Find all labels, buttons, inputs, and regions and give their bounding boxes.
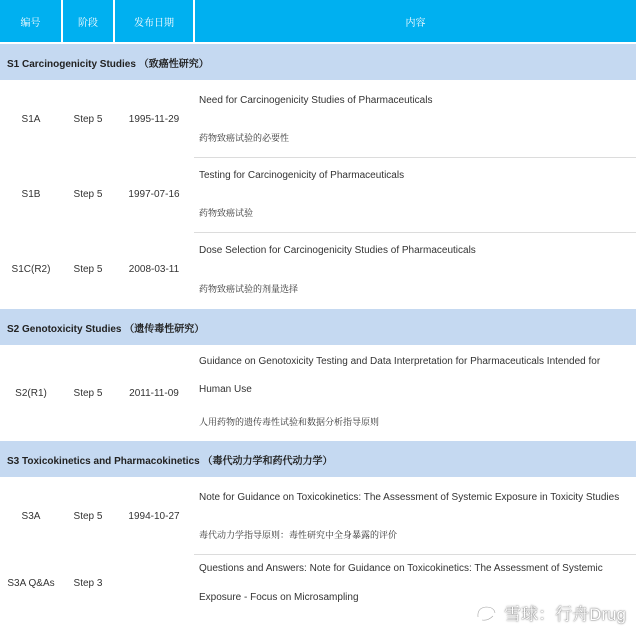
table-row-s2r1 bbox=[0, 346, 636, 376]
row-content-en-line1: Questions and Answers: Note for Guidance on Toxicokinetics: The Assessment of Systemic bbox=[199, 563, 603, 575]
row-content-zh: 人用药物的遗传毒性试验和数据分析指导原则 bbox=[199, 416, 380, 427]
row-content-en: Need for Carcinogenicity Studies of Pharmaceuticals bbox=[199, 94, 433, 106]
row-date: 1997-07-16 bbox=[128, 189, 180, 200]
row-id: S3A Q&As bbox=[7, 577, 55, 589]
row-date: 1994-10-27 bbox=[128, 511, 180, 522]
table-row-s3a bbox=[0, 478, 636, 516]
section-row-s3 bbox=[0, 440, 636, 478]
row-stage: Step 5 bbox=[73, 511, 103, 522]
watermark bbox=[474, 600, 626, 625]
row-content-en-line2: Exposure - Focus on Microsampling bbox=[199, 592, 359, 603]
row-content-zh: 药物致癌试验的必要性 bbox=[194, 119, 636, 157]
row-stage: Step 5 bbox=[73, 114, 103, 125]
row-content-en-line1: Guidance on Genotoxicity Testing and Data Interpretation for Pharmaceuticals Intended for bbox=[199, 355, 601, 367]
row-date: 1995-11-29 bbox=[128, 114, 180, 125]
section-row-s1 bbox=[0, 43, 636, 81]
section-title: S1 Carcinogenicity Studies （致癌性研究） bbox=[0, 43, 636, 81]
row-content-zh: 毒代动力学指导原则：毒性研究中全身暴露的评价 bbox=[194, 516, 636, 554]
row-content-en: Dose Selection for Carcinogenicity Studies of Pharmaceuticals bbox=[199, 245, 476, 257]
row-content-en-line2: Human Use bbox=[199, 384, 252, 395]
row-stage: Step 3 bbox=[73, 577, 103, 589]
section-title: S3 Toxicokinetics and Pharmacokinetics （毒代动力学和药代动力学） bbox=[0, 440, 636, 478]
section-row-s2 bbox=[0, 308, 636, 346]
header-stage: 阶段 bbox=[62, 0, 114, 43]
header-id: 编号 bbox=[0, 0, 62, 43]
header-content: 内容 bbox=[194, 0, 636, 43]
row-date: 2008-03-11 bbox=[128, 264, 180, 275]
table-row-s1c bbox=[0, 232, 636, 270]
table-header-row bbox=[0, 0, 636, 43]
table-row-s3a-qas bbox=[0, 554, 636, 584]
section-title: S2 Genotoxicity Studies （遗传毒性研究） bbox=[0, 308, 636, 346]
row-stage: Step 5 bbox=[73, 264, 103, 275]
row-id: S1A bbox=[21, 114, 41, 125]
watermark-text: 雪球：行舟Drug bbox=[504, 605, 626, 624]
table-row-s1a bbox=[0, 81, 636, 119]
row-content-en: Note for Guidance on Toxicokinetics: The Assessment of Systemic Exposure in Toxicity Studies bbox=[199, 491, 620, 503]
row-stage: Step 5 bbox=[73, 387, 103, 399]
row-date bbox=[114, 554, 194, 612]
row-id: S2(R1) bbox=[15, 387, 47, 399]
row-content-en: Testing for Carcinogenicity of Pharmaceuticals bbox=[199, 170, 405, 182]
row-date: 2011-11-09 bbox=[129, 387, 179, 399]
row-id: S1B bbox=[21, 189, 41, 200]
header-date: 发布日期 bbox=[114, 0, 194, 43]
table-row-s1b bbox=[0, 157, 636, 195]
row-id: S3A bbox=[21, 511, 41, 522]
row-content-zh: 药物致癌试验的剂量选择 bbox=[199, 283, 299, 294]
row-id: S1C(R2) bbox=[11, 264, 51, 275]
snowball-logo-icon bbox=[474, 603, 498, 623]
row-content-zh: 药物致癌试验 bbox=[194, 195, 636, 232]
row-stage: Step 5 bbox=[73, 189, 103, 200]
